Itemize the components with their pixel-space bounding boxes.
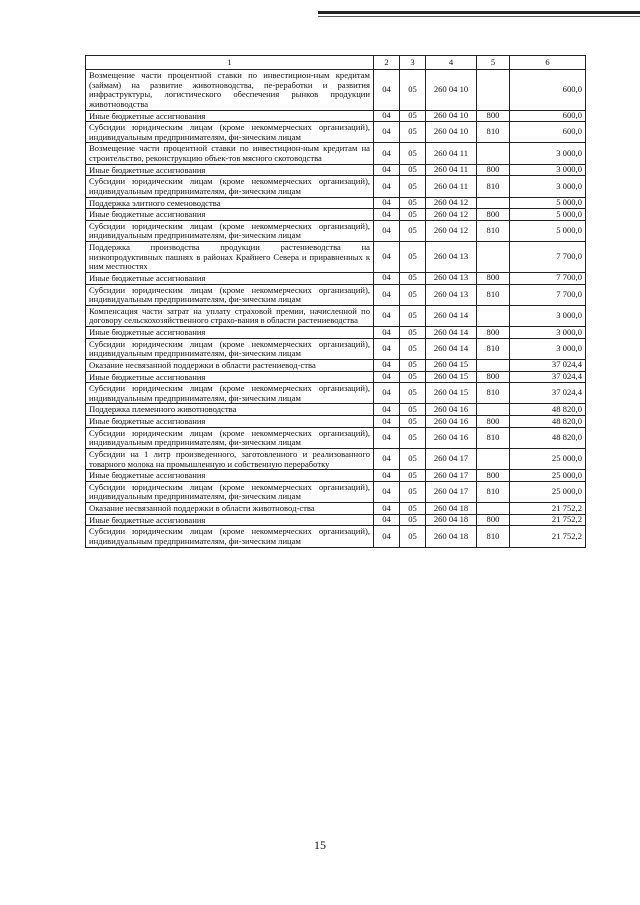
- row-target-article: 260 04 12: [426, 209, 477, 221]
- row-description: Иные бюджетные ассигнования: [86, 164, 374, 176]
- row-target-article: 260 04 17: [426, 470, 477, 482]
- row-target-article: 260 04 15: [426, 359, 477, 371]
- row-target-article: 260 04 14: [426, 305, 477, 326]
- row-subsection: 05: [400, 122, 426, 143]
- row-target-article: 260 04 16: [426, 404, 477, 416]
- table-row: [86, 481, 586, 502]
- row-target-article: 260 04 12: [426, 197, 477, 209]
- row-section: 04: [374, 122, 400, 143]
- row-description: Поддержка племенного животноводства: [86, 404, 374, 416]
- row-target-article: 260 04 10: [426, 70, 477, 111]
- table-row: [86, 359, 586, 371]
- row-expense-type: [477, 359, 510, 371]
- header-rule: [318, 11, 640, 14]
- row-description: Иные бюджетные ассигнования: [86, 110, 374, 122]
- row-description: Субсидии юридическим лицам (кроме некоммерческих организаций), индивидуальным предпринимателям, фи-зическим лицам: [86, 122, 374, 143]
- row-section: 04: [374, 70, 400, 111]
- row-target-article: 260 04 13: [426, 272, 477, 284]
- row-subsection: 05: [400, 503, 426, 515]
- row-target-article: 260 04 18: [426, 503, 477, 515]
- row-amount: 21 752,2: [510, 503, 586, 515]
- row-description: Субсидии юридическим лицам (кроме некоммерческих организаций), индивидуальным предпринимателям, фи-зическим лицам: [86, 338, 374, 359]
- table-row: [86, 176, 586, 197]
- table-row: [86, 470, 586, 482]
- row-expense-type: 810: [477, 176, 510, 197]
- table-row: [86, 70, 586, 111]
- row-expense-type: [477, 305, 510, 326]
- row-expense-type: 800: [477, 371, 510, 383]
- row-target-article: 260 04 18: [426, 514, 477, 526]
- row-target-article: 260 04 15: [426, 371, 477, 383]
- row-section: 04: [374, 305, 400, 326]
- row-expense-type: [477, 503, 510, 515]
- col-header-3: 3: [400, 56, 426, 70]
- row-expense-type: [477, 448, 510, 469]
- table-row: [86, 143, 586, 164]
- row-section: 04: [374, 143, 400, 164]
- row-section: 04: [374, 371, 400, 383]
- row-amount: 3 000,0: [510, 305, 586, 326]
- row-amount: 48 820,0: [510, 427, 586, 448]
- row-expense-type: [477, 70, 510, 111]
- row-expense-type: [477, 404, 510, 416]
- row-amount: 7 700,0: [510, 272, 586, 284]
- page-number: 15: [314, 838, 326, 852]
- table-row: [86, 327, 586, 339]
- row-amount: 3 000,0: [510, 176, 586, 197]
- row-expense-type: 800: [477, 416, 510, 428]
- budget-table: [85, 55, 586, 548]
- row-description: Иные бюджетные ассигнования: [86, 209, 374, 221]
- row-amount: 5 000,0: [510, 209, 586, 221]
- row-subsection: 05: [400, 448, 426, 469]
- row-description: Иные бюджетные ассигнования: [86, 272, 374, 284]
- row-amount: 25 000,0: [510, 448, 586, 469]
- row-description: Возмещение части процентной ставки по инвестицион-ным кредитам (займам) на развитие животноводства, пе-реработки и развития инфраструктуры, логистического обеспечения рынков продукции животноводства: [86, 70, 374, 111]
- row-section: 04: [374, 526, 400, 547]
- row-target-article: 260 04 12: [426, 220, 477, 241]
- row-amount: 7 700,0: [510, 284, 586, 305]
- row-description: Иные бюджетные ассигнования: [86, 470, 374, 482]
- row-description: Субсидии юридическим лицам (кроме некоммерческих организаций), индивидуальным предпринимателям, фи-зическим лицам: [86, 284, 374, 305]
- row-target-article: 260 04 10: [426, 110, 477, 122]
- row-subsection: 05: [400, 272, 426, 284]
- row-expense-type: 810: [477, 220, 510, 241]
- row-subsection: 05: [400, 327, 426, 339]
- table-row: [86, 526, 586, 547]
- row-section: 04: [374, 481, 400, 502]
- row-expense-type: 800: [477, 272, 510, 284]
- row-amount: 21 752,2: [510, 514, 586, 526]
- row-amount: 25 000,0: [510, 481, 586, 502]
- row-target-article: 260 04 11: [426, 176, 477, 197]
- row-expense-type: [477, 143, 510, 164]
- row-section: 04: [374, 404, 400, 416]
- row-expense-type: 810: [477, 427, 510, 448]
- table-row: [86, 272, 586, 284]
- row-description: Иные бюджетные ассигнования: [86, 327, 374, 339]
- row-expense-type: 810: [477, 383, 510, 404]
- row-subsection: 05: [400, 383, 426, 404]
- table-row: [86, 284, 586, 305]
- row-amount: 3 000,0: [510, 327, 586, 339]
- row-description: Субсидии юридическим лицам (кроме некоммерческих организаций), индивидуальным предпринимателям, фи-зическим лицам: [86, 481, 374, 502]
- row-target-article: 260 04 15: [426, 383, 477, 404]
- row-subsection: 05: [400, 143, 426, 164]
- row-section: 04: [374, 359, 400, 371]
- row-target-article: 260 04 17: [426, 448, 477, 469]
- table-row: [86, 514, 586, 526]
- table-row: [86, 220, 586, 241]
- row-description: Иные бюджетные ассигнования: [86, 514, 374, 526]
- col-header-1: 1: [86, 56, 374, 70]
- row-target-article: 260 04 17: [426, 481, 477, 502]
- row-section: 04: [374, 110, 400, 122]
- row-description: Поддержка производства продукции растениеводства на низкопродуктивных пашнях в районах Крайнего Севера и приравненных к ним местностях: [86, 242, 374, 273]
- row-section: 04: [374, 470, 400, 482]
- row-target-article: 260 04 18: [426, 526, 477, 547]
- row-expense-type: 800: [477, 514, 510, 526]
- row-expense-type: 810: [477, 122, 510, 143]
- row-section: 04: [374, 176, 400, 197]
- row-amount: 600,0: [510, 70, 586, 111]
- row-section: 04: [374, 327, 400, 339]
- row-target-article: 260 04 11: [426, 164, 477, 176]
- row-section: 04: [374, 383, 400, 404]
- row-amount: 600,0: [510, 122, 586, 143]
- row-section: 04: [374, 427, 400, 448]
- row-amount: 3 000,0: [510, 143, 586, 164]
- row-subsection: 05: [400, 209, 426, 221]
- table-row: [86, 448, 586, 469]
- row-expense-type: 800: [477, 209, 510, 221]
- row-expense-type: 810: [477, 284, 510, 305]
- row-description: Субсидии юридическим лицам (кроме некоммерческих организаций), индивидуальным предпринимателям, фи-зическим лицам: [86, 526, 374, 547]
- row-description: Субсидии на 1 литр произведенного, заготовленного и реализованного товарного молока на промышленную и собственную переработку: [86, 448, 374, 469]
- table-row: [86, 197, 586, 209]
- row-subsection: 05: [400, 416, 426, 428]
- row-description: Возмещение части процентной ставки по инвестицион-ным кредитам на строительство, реконструкцию объек-тов мясного скотоводства: [86, 143, 374, 164]
- row-subsection: 05: [400, 470, 426, 482]
- col-header-4: 4: [426, 56, 477, 70]
- row-subsection: 05: [400, 284, 426, 305]
- row-subsection: 05: [400, 70, 426, 111]
- row-subsection: 05: [400, 481, 426, 502]
- row-target-article: 260 04 14: [426, 338, 477, 359]
- row-amount: 3 000,0: [510, 164, 586, 176]
- row-amount: 3 000,0: [510, 338, 586, 359]
- row-description: Оказание несвязанной поддержки в области животновод-ства: [86, 503, 374, 515]
- row-target-article: 260 04 13: [426, 284, 477, 305]
- row-subsection: 05: [400, 197, 426, 209]
- row-subsection: 05: [400, 427, 426, 448]
- row-description: Субсидии юридическим лицам (кроме некоммерческих организаций), индивидуальным предпринимателям, фи-зическим лицам: [86, 220, 374, 241]
- row-subsection: 05: [400, 404, 426, 416]
- row-description: Оказание несвязанной поддержки в области растениевод-ства: [86, 359, 374, 371]
- col-header-6: 6: [510, 56, 586, 70]
- table-row: [86, 503, 586, 515]
- row-expense-type: 800: [477, 110, 510, 122]
- row-target-article: 260 04 10: [426, 122, 477, 143]
- row-section: 04: [374, 284, 400, 305]
- row-description: Компенсация части затрат на уплату страховой премии, начисленной по договору сельскохозяйственного страхо-вания в области растениеводства: [86, 305, 374, 326]
- row-description: Иные бюджетные ассигнования: [86, 371, 374, 383]
- table-row: [86, 122, 586, 143]
- row-expense-type: [477, 197, 510, 209]
- header-rule-thin: [318, 16, 640, 17]
- row-amount: 5 000,0: [510, 197, 586, 209]
- row-amount: 37 024,4: [510, 371, 586, 383]
- row-amount: 37 024,4: [510, 359, 586, 371]
- row-target-article: 260 04 14: [426, 327, 477, 339]
- col-header-2: 2: [374, 56, 400, 70]
- row-subsection: 05: [400, 242, 426, 273]
- table-row: [86, 427, 586, 448]
- row-section: 04: [374, 514, 400, 526]
- row-description: Субсидии юридическим лицам (кроме некоммерческих организаций), индивидуальным предпринимателям, фи-зическим лицам: [86, 427, 374, 448]
- row-description: Субсидии юридическим лицам (кроме некоммерческих организаций), индивидуальным предпринимателям, фи-зическим лицам: [86, 176, 374, 197]
- row-target-article: 260 04 11: [426, 143, 477, 164]
- table-row: [86, 383, 586, 404]
- row-section: 04: [374, 164, 400, 176]
- table-row: [86, 242, 586, 273]
- table-row: [86, 110, 586, 122]
- row-description: Субсидии юридическим лицам (кроме некоммерческих организаций), индивидуальным предпринимателям, фи-зическим лицам: [86, 383, 374, 404]
- row-amount: 25 000,0: [510, 470, 586, 482]
- row-amount: 7 700,0: [510, 242, 586, 273]
- row-section: 04: [374, 209, 400, 221]
- row-expense-type: 800: [477, 327, 510, 339]
- table-row: [86, 338, 586, 359]
- row-amount: 5 000,0: [510, 220, 586, 241]
- table-row: [86, 164, 586, 176]
- row-expense-type: 800: [477, 470, 510, 482]
- row-section: 04: [374, 197, 400, 209]
- row-description: Иные бюджетные ассигнования: [86, 416, 374, 428]
- row-subsection: 05: [400, 338, 426, 359]
- row-target-article: 260 04 16: [426, 427, 477, 448]
- row-section: 04: [374, 272, 400, 284]
- row-target-article: 260 04 16: [426, 416, 477, 428]
- row-section: 04: [374, 503, 400, 515]
- row-section: 04: [374, 448, 400, 469]
- row-expense-type: 810: [477, 481, 510, 502]
- row-amount: 21 752,2: [510, 526, 586, 547]
- row-section: 04: [374, 338, 400, 359]
- table-row: [86, 404, 586, 416]
- row-subsection: 05: [400, 164, 426, 176]
- row-section: 04: [374, 242, 400, 273]
- table-row: [86, 416, 586, 428]
- row-subsection: 05: [400, 110, 426, 122]
- row-expense-type: 800: [477, 164, 510, 176]
- row-subsection: 05: [400, 371, 426, 383]
- row-amount: 48 820,0: [510, 416, 586, 428]
- row-subsection: 05: [400, 526, 426, 547]
- row-subsection: 05: [400, 176, 426, 197]
- table-row: [86, 209, 586, 221]
- row-section: 04: [374, 220, 400, 241]
- table-row: [86, 305, 586, 326]
- row-amount: 600,0: [510, 110, 586, 122]
- row-expense-type: 810: [477, 338, 510, 359]
- row-target-article: 260 04 13: [426, 242, 477, 273]
- row-subsection: 05: [400, 359, 426, 371]
- col-header-5: 5: [477, 56, 510, 70]
- row-subsection: 05: [400, 305, 426, 326]
- row-amount: 48 820,0: [510, 404, 586, 416]
- table-row: [86, 371, 586, 383]
- row-subsection: 05: [400, 514, 426, 526]
- row-expense-type: [477, 242, 510, 273]
- row-section: 04: [374, 416, 400, 428]
- row-expense-type: 810: [477, 526, 510, 547]
- row-amount: 37 024,4: [510, 383, 586, 404]
- row-description: Поддержка элитного семеноводства: [86, 197, 374, 209]
- column-number-row: [86, 56, 586, 70]
- row-subsection: 05: [400, 220, 426, 241]
